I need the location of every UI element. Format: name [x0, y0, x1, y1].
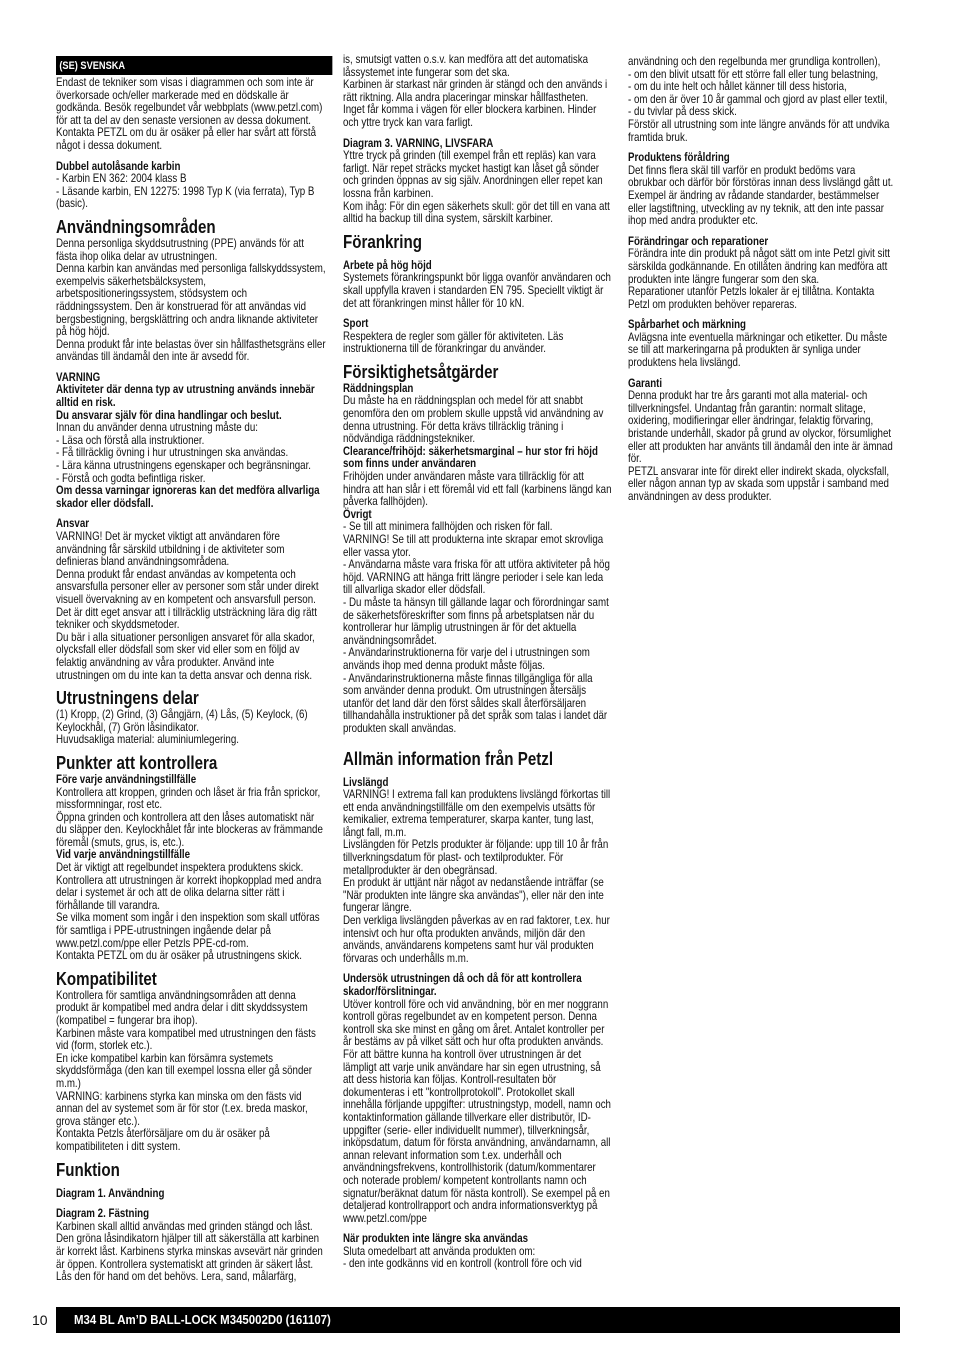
subheading-ansvar: Ansvar [56, 517, 90, 531]
diagram-3-label: Diagram 3. VARNING, LIVSFARA [343, 136, 494, 150]
delar-paragraph-2: Huvudsakliga material: aluminiumlegering. [56, 733, 239, 747]
livslangd-paragraph-2: Livslängden för Petzls produkter är följande: upp till 10 år från tillverkningsdatum för plast- och textilprodukter. För metallprodukter är den obegränsad. [343, 838, 609, 877]
garanti-paragraph-1: Denna produkt har tre års garanti mot alla material- och tillverkningsfel. Undantag från garantin: normalt slitage, oxidering, modifieringar eller ändringar, felaktig förvaring, bristande underhåll, skador på grund av olyckor, försumlighet eller att produkten har använts till ändamål den inte är ämnad för. [628, 389, 893, 466]
heading-forsiktighetsatgarder: Försiktighetsåtgärder [343, 361, 499, 382]
livslangd-paragraph-4: Den verkliga livslängden påverkas av en rad faktorer, t.ex. hur intensivt och hur ofta produkten används, miljön där den används, användarens kompetens samt hur väl produkten förvaras och underhålls m.m. [343, 914, 610, 965]
c2-paragraph-3: Yttre tryck på grinden (till exempel från ett repläs) kan vara farligt. När repet sträcks mycket hastigt kan låset gå sönder och grinden öppnas av sig själv. Anordningen eller repet kan lossna från karbinen. [343, 149, 603, 200]
punkter-paragraph-3: Det är viktigt att regelbundet inspektera produktens skick. Kontrollera att utrustningen är korrekt ihopkopplad med andra delar i systemet är och att de olika delarna sitter rätt i förhållande till varandra. [56, 861, 322, 912]
varning-paragraph: Innan du använder denna utrustning måste du: [56, 421, 258, 435]
punkter-paragraph-4: Se vilka moment som ingår i den inspektion som skall utföras för samtliga i PPE-utrustningen ingående delar på www.petzl.com/ppe eller Petzls PPE-cd-rom. [56, 911, 320, 950]
c3-line-4: - om den är över 10 år gammal och gjord av plast eller textil, [628, 92, 888, 106]
ovrigt-line-3: - Användarna måste vara friska för att utföra aktiviteter på hög höjd. VARNING att hänga fritt längre perioder i sele kan leda till allvarliga skador eller dödsfall. [343, 558, 610, 597]
kompat-paragraph-4: VARNING: karbinens styrka kan minska om den fästs vid annan del av systemet som är för stor (t.ex. breda maskor, grova stänger etc.). [56, 1089, 308, 1128]
subheading-forandringar: Förändringar och reparationer [628, 234, 769, 248]
varning-list-3: - Lära känna utrustningens egenskaper och begränsningar. [56, 459, 312, 473]
ovrigt-line-5: - Användarinstruktionerna för varje del i utrustningen som används ihop med denna produkt måste följas. [343, 646, 590, 672]
page-number: 10 [32, 1312, 48, 1328]
c2-paragraph-4: Kom ihåg: För din egen säkerhets skull: gör det till en vana att alltid ha backup till dina system, särskilt karbiner. [343, 199, 610, 226]
clearance-paragraph: Frihöjden under användaren måste vara tillräcklig för att hindra att han slår i ett föremål vid ett fall (karbinens längd kan påverka fallhöjden). [343, 470, 612, 509]
dubbel-line-2: - Läsande karbin, EN 12275: 1998 Typ K (via ferrata), Typ B (basic). [56, 184, 315, 211]
punkter-paragraph-5: Kontakta PETZL om du är osäker på utrustningens skick. [56, 949, 302, 963]
c3-line-6: Förstör all utrustning som inte längre används för att undvika framtida bruk. [628, 117, 890, 144]
footer-bar [56, 1307, 900, 1333]
subheading-sport: Sport [343, 317, 369, 331]
subheading-ovrigt: Övrigt [343, 507, 372, 521]
subheading-arbete: Arbete på hög höjd [343, 258, 432, 272]
anv-paragraph-1: Denna personliga skyddsutrustning (PPE) används för att fästa ihop olika delar av utrustningen. [56, 236, 304, 263]
c3-line-3: - om du inte helt och hållet känner till dess historia, [628, 80, 847, 94]
subheading-garanti: Garanti [628, 376, 663, 390]
subheading-nar-produkten: När produkten inte längre ska användas [343, 1232, 529, 1246]
ovrigt-line-2: VARNING! Se till att produkterna inte skrapar emot skrovliga eller vassa ytor. [343, 533, 604, 559]
dubbel-line-1: - Karbin EN 362: 2004 klass B [56, 172, 187, 186]
heading-anvandningsomraden: Användningsområden [56, 216, 216, 237]
c3-line-1: användning och den regelbunda mer grundliga kontrollen), [628, 55, 881, 68]
sport-paragraph: Respektera de regler som gäller för aktiviteten. Läs instruktionerna till de förankringar du använder. [343, 329, 564, 356]
heading-utrustningens-delar: Utrustningens delar [56, 688, 199, 709]
column-1 [56, 56, 326, 1285]
delar-paragraph-1: (1) Kropp, (2) Grind, (3) Gångjärn, (4) Lås, (5) Keylock, (6) Keylockhål, (7) Grön låsindikator. [56, 708, 308, 734]
c3-line-5: - du tvivlar på dess skick. [628, 105, 737, 119]
sparbarhet-paragraph: Avlägsna inte eventuella märkningar och etiketter. Du måste se till att markeringarna på produkten är synliga under produktens hela livslängd. [628, 330, 888, 370]
heading-funktion: Funktion [56, 1159, 120, 1180]
forandringar-paragraph-2: Reparationer utanför Petzls lokaler är ej tillåtna. Kontakta Petzl om produkten behöver repareras. [628, 285, 875, 311]
punkter-paragraph-2: Öppna grinden och kontrollera att den låses automatiskt när du släpper den. Keylockhålet får inte blockeras av främmande föremål (smuts, grus, is, etc.). [56, 810, 323, 849]
language-tag: (SE) SVENSKA [56, 56, 333, 75]
kompat-paragraph-5: Kontakta Petzls återförsäljare om du är osäker på kompatibiliteten i ditt system. [56, 1127, 270, 1153]
ovrigt-line-1: - Se till att minimera fallhöjden och risken för fall. [343, 520, 553, 534]
anv-paragraph-3: Denna produkt får inte belastas över sin hållfasthetsgräns eller användas till ändamål den inte är avsedd för. [56, 337, 326, 364]
c2-paragraph-1: is, smutsigt vatten o.s.v. kan medföra att det automatiska låssystemet inte fungerar som det ska. [343, 53, 589, 79]
varning-bold-2: Du ansvarar själv för dina handlingar och beslut. [56, 408, 282, 422]
ansvar-paragraph-3: Du bär i alla situationer personligen ansvaret för alla skador, olycksfall eller dödsfall som sker vid eller som en följd av felaktig användning av våra produkter. Använd inte utrustningen om du inte kan ta detta ansvar och denna risk. [56, 630, 315, 682]
raddning-paragraph: Du måste ha en räddningsplan och medel för att snabbt genomföra den om problem skulle uppstå vid användning av denna utrustning. För detta krävs tillräcklig träning i nödvändiga räddningstekniker. [343, 394, 604, 446]
nar-paragraph-1: Sluta omedelbart att använda produkten om: [343, 1244, 536, 1258]
kompat-paragraph-2: Karbinen måste vara kompatibel med utrustningen den fästs vid (form, storlek etc.). [56, 1026, 316, 1053]
heading-allman-information: Allmän information från Petzl [343, 748, 554, 769]
c2-paragraph-2: Karbinen är starkast när grinden är stängd och den används i rätt riktning. Alla andra placeringar minskar hållfastheten. Inget får komma i vägen för eller blockera karbinen. Hinder och yttre tryck kan vara farligt. [343, 78, 608, 129]
heading-punkter: Punkter att kontrollera [56, 752, 218, 773]
c3-line-2: - om den blivit utsatt för ett större fall eller tung belastning, [628, 67, 879, 81]
ansvar-paragraph-2: Denna produkt får endast användas av kompetenta och ansvarsfulla personer eller av personer som står under direkt visuell övervakning av en kompetent och ansvarsfull person. Det är ditt eget ansvar att i tillräcklig utsträckning lära dig rätt tekniker och skyddsmetoder. [56, 567, 319, 632]
intro-text: Endast de tekniker som visas i diagrammen och som inte är överkorsade och/eller markerade med en dödskalle är godkända. Besök regelbundet vår webbplats (www.petzl.com) för att ta del av den senaste versionen av dessa dokument. Kontakta PETZL om du är osäker på eller har svårt att förstå något i dessa dokument. [56, 76, 323, 152]
punkter-subheading-2: Vid varje användningstillfälle [56, 848, 191, 862]
garanti-paragraph-2: PETZL ansvarar inte för direkt eller indirekt skada, olycksfall, eller någon annan typ av skada som uppstår i samband med användningen av dess produkter. [628, 464, 890, 503]
punkter-subheading-1: Före varje användningstillfälle [56, 772, 197, 786]
diagram-1-label: Diagram 1. Användning [56, 1186, 165, 1200]
subheading-dubbel: Dubbel autolåsande karbin [56, 159, 181, 173]
subheading-livslangd: Livslängd [343, 775, 389, 789]
livslangd-paragraph-3: En produkt är uttjänt när något av nedanstående inträffar (se "När produkten inte längre ska användas"), eller när den inte fungerar längre. [343, 876, 604, 915]
undersok-paragraph: Utöver kontroll före och vid användning, bör en mer noggrann kontroll göras regelbundet av en kompetent person. Denna kontroll ska ske minst en gång om året. Antalet kontroller per år bestäms av på vilket sätt och hur ofta produkten används. För att bättre kunna ha kontroll över utrustningen är det lämpligt att varje unik användare har sin egen utrustning, så att dess historia kan följas. Kontroll-resultaten bör dokumenteras i ett "kontrollprotokoll". Protokollet skall innehålla förljande uppgifter: utrustningstyp, modell, namn och kontaktinformation gällande tillverkare eller distributör, ID-uppgifter (serie- eller individuellt nummer), tillverkningsår, inköpsdatum, datum för första användning, användarnamn, all annan relevant information som t.ex. underhåll och användningsfrekvens, kontrollhistorik (datum/kommentarer och noterade problem/ kompetent kontrollants namn och signatur/beräknat datum för nästa kontroll). Se exempel på en detaljerad kontrollrapport och andra informationsverktyg på www.petzl.com/ppe [343, 997, 611, 1225]
subheading-foraldring: Produktens föråldring [628, 151, 730, 165]
funktion-paragraph: Karbinen skall alltid användas med grinden stängd och låst. Den gröna låsindikatorn hjälper till att säkerställa att karbinen är korrekt låst. Karbinens styrka minskas avsevärt när grinden är öppen. Kontrollera systematiskt att grinden är säkert låst. Lås den för hand om det behövs. Lera, sand, målarfärg, [56, 1219, 323, 1284]
subheading-undersok: Undersök utrustningen då och då för att kontrollera skador/förslitningar. [343, 972, 582, 998]
subheading-clearance: Clearance/frihöjd: säkerhetsmarginal – hur stor fri höjd som finns under användaren [343, 444, 598, 471]
heading-forankring: Förankring [343, 231, 422, 252]
varning-bold-1: Aktiviteter där denna typ av utrustning används innebär alltid en risk. [56, 383, 315, 410]
ansvar-paragraph-1: VARNING! Det är mycket viktigt att användaren före användning får särskild utbildning i de aktiviteter som definieras bland användningsområdena. [56, 530, 285, 569]
anv-paragraph-2: Denna karbin kan användas med personliga fallskyddssystem, exempelvis säkerhetsbälcksystem, arbetspositioneringssystem, stödsystem och räddningssystem. Den är konstruerad för att användas vid bergsbestigning, bergsklättring och andra liknande aktiviteter på hög höjd. [56, 262, 326, 339]
subheading-varning: VARNING [56, 370, 101, 384]
diagram-2-label: Diagram 2. Fästning [56, 1207, 150, 1221]
kompat-paragraph-1: Kontrollera för samtliga användningsområden att denna produkt är kompatibel med andra delar i ditt skyddssystem (kompatibel = fungerar bra ihop). [56, 988, 308, 1027]
varning-bold-3: Om dessa varningar ignoreras kan det medföra allvarliga skador eller dödsfall. [56, 484, 320, 510]
punkter-paragraph-1: Kontrollera att kroppen, grinden och låset är fria från sprickor, missformningar, rost etc. [56, 785, 321, 812]
foraldring-paragraph: Det finns flera skäl till varför en produkt bedöms vara obrukbar och därför bör förstöras innan dess livslängd gått ut. Exempel är ändring av rådande standarder, bestämmelser eller lagstiftning, utveckling av ny teknik, att den inte passar ihop med andra produkter etc. [628, 163, 894, 228]
nar-paragraph-2: - den inte godkänns vid en kontroll (kontroll före och vid [343, 1257, 582, 1271]
forandringar-paragraph-1: Förändra inte din produkt på något sätt om inte Petzl givit sitt särskilda godkännande. En otillåten ändring kan medföra att produkten inte längre fungerar som den ska. [628, 247, 891, 286]
subheading-sparbarhet: Spårbarhet och märkning [628, 318, 746, 332]
varning-list-2: - Få tillräcklig övning i hur utrustningen ska användas. [56, 446, 289, 460]
ovrigt-line-4: - Du måste ta hänsyn till gällande lagar och förordningar samt de säkerhetsföreskrifter som finns på arbetsplatsen när du kontrollerar hur lämplig utrustningen är för det aktuella användningsområdet. [343, 595, 609, 647]
heading-kompatibilitet: Kompatibilitet [56, 968, 157, 989]
ovrigt-line-6: - Användarinstruktionerna måste finnas tillgängliga för alla som använder denna produkt. Om utrustningen återsäljs utanför det land där den först såldes skall återförsäljaren tillhandahålla instruktioner på det språk som talas i landet där produkten skall användas. [343, 671, 608, 735]
subheading-raddningsplan: Räddningsplan [343, 381, 414, 395]
livslangd-paragraph-1: VARNING! I extrema fall kan produktens livslängd förkortas till ett enda användningstillfälle om den exempelvis utsätts för kemikalier, extrema temperaturer, skarpa kanter, tung last, långt fall, m.m. [343, 788, 611, 839]
column-2 [343, 54, 612, 1272]
footer-text: M34 BL Am’D BALL-LOCK M345002D0 (161107) [74, 1312, 331, 1327]
varning-list-4: - Förstå och godta befintliga risker. [56, 471, 206, 485]
column-3 [628, 56, 896, 505]
arbete-paragraph: Systemets förankringspunkt bör ligga ovanför användaren och skall uppfylla kraven i standarden EN 795. Speciellt viktigt är det att förankringen minst håller för 10 kN. [343, 271, 611, 310]
kompat-paragraph-3: En icke kompatibel karbin kan försämra systemets skyddsförmåga (den kan till exempel lossna eller gå sönder m.m.) [56, 1051, 313, 1090]
varning-list-1: - Läsa och förstå alla instruktioner. [56, 433, 205, 447]
